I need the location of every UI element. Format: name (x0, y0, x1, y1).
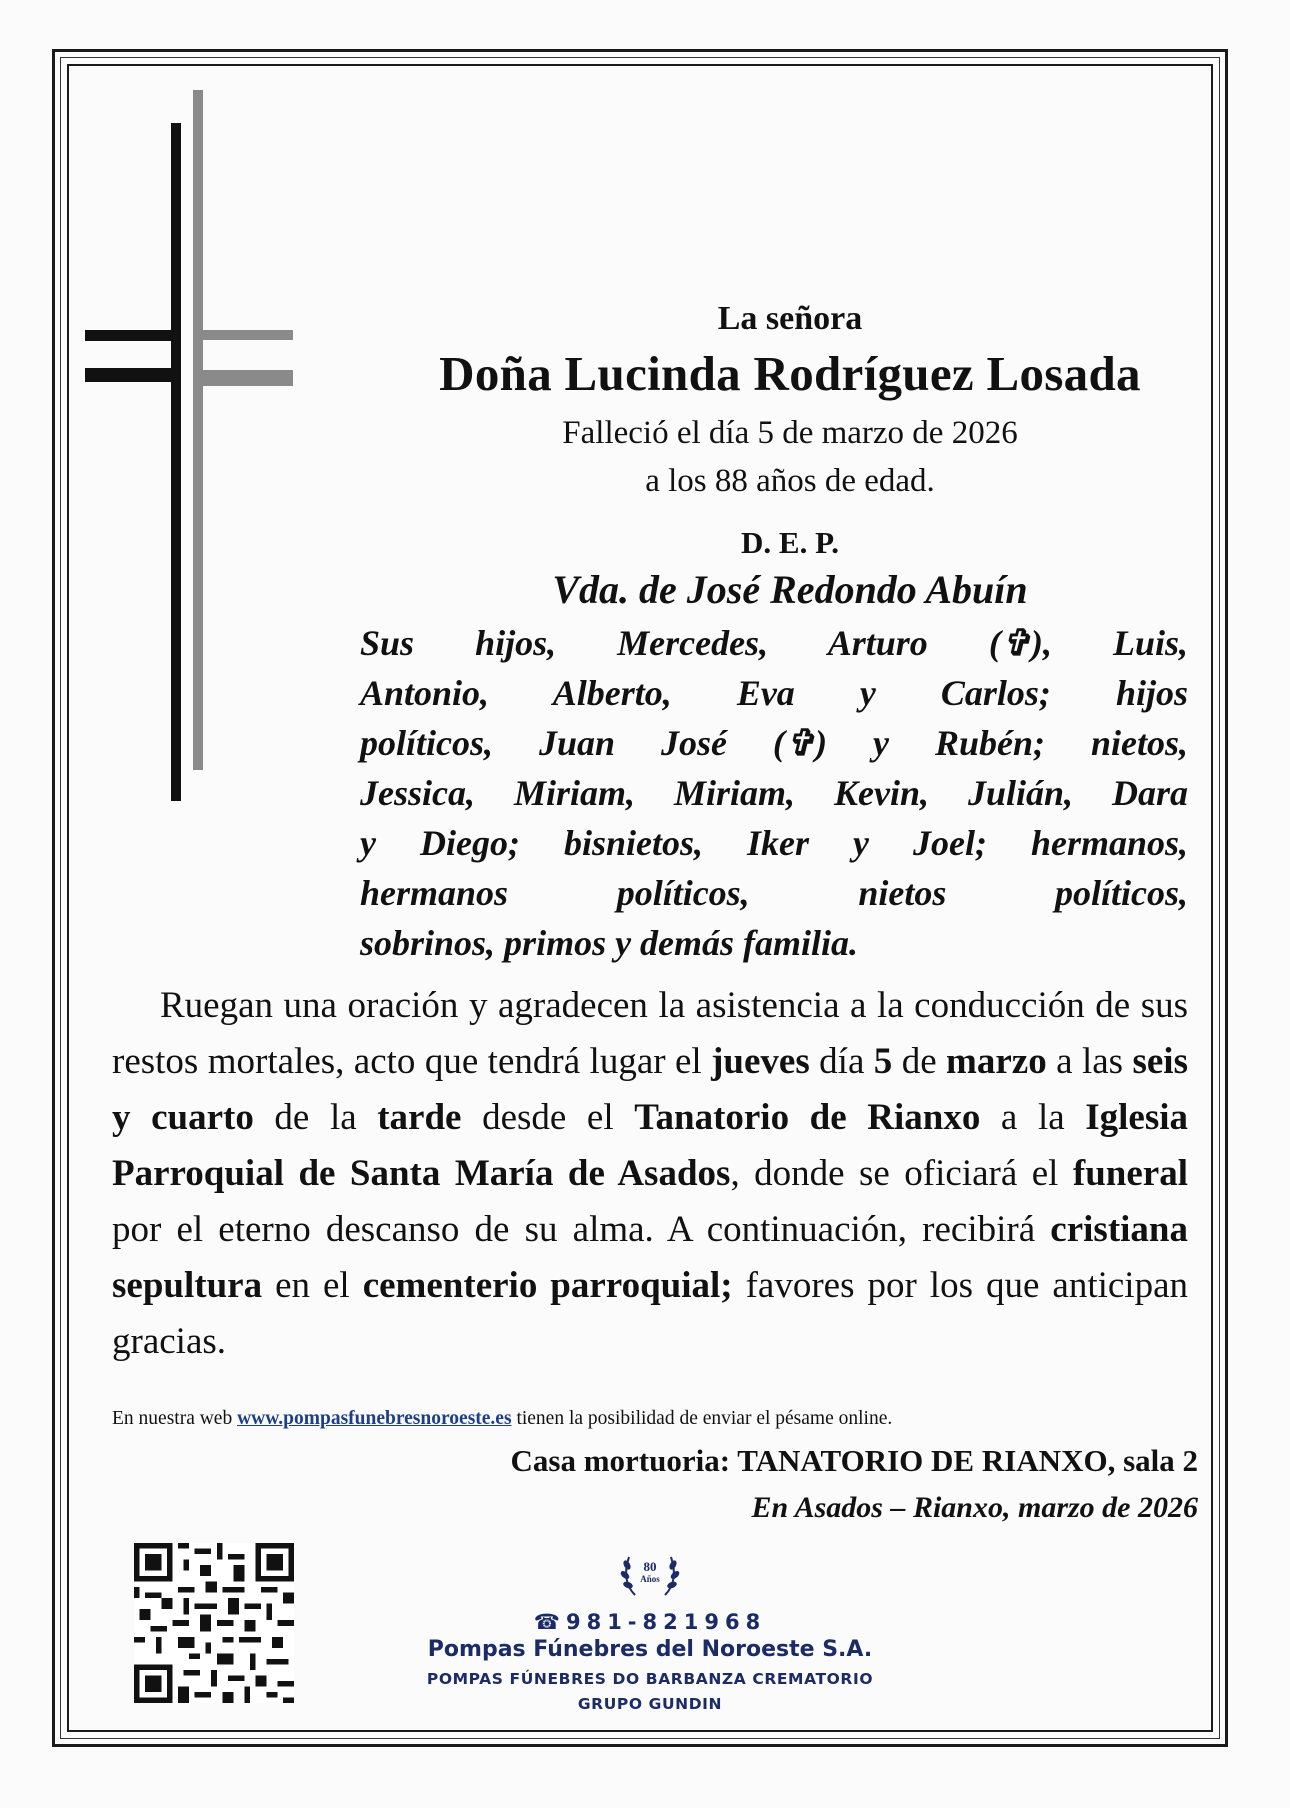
anniversary-number: 80 (643, 1559, 657, 1574)
family-line: Sus hijos, Mercedes, Arturo (✞), Luis, (360, 623, 1188, 663)
cross-icon (85, 90, 345, 940)
company-crematorio: POMPAS FÚNEBRES DO BARBANZA CREMATORIO (426, 1670, 874, 1688)
qr-code[interactable] (134, 1543, 294, 1703)
website-link[interactable]: www.pompasfunebresnoroeste.es (237, 1408, 512, 1429)
phone-icon: ☎ (533, 1610, 566, 1634)
ceremony-cemetery: cementerio parroquial; (362, 1265, 733, 1306)
ceremony-time: seis y cuarto (112, 1041, 1188, 1138)
ceremony-day-name: jueves (711, 1041, 810, 1082)
family-line: Jessica, Miriam, Miriam, Kevin, Julián, Dara (360, 773, 1188, 813)
ceremony-day-number: 5 (873, 1041, 893, 1082)
family-line: hermanos políticos, nietos políticos, (360, 873, 1188, 913)
web-note: En nuestra web www.pompasfunebresnoroeste.es tienen la posibilidad de enviar el pésame online. (112, 1408, 893, 1429)
ceremony-month: marzo (946, 1041, 1047, 1082)
title-prefix: La señora (717, 300, 863, 337)
company-name: Pompas Fúnebres del Noroeste S.A. (427, 1637, 873, 1662)
death-date: Falleció el día 5 de marzo de 2026 (562, 415, 1018, 451)
age: a los 88 años de edad. (645, 463, 935, 499)
phone-number[interactable]: 981-821968 (565, 1610, 767, 1634)
family-list (360, 618, 1188, 968)
family-line: y Diego; bisnietos, Iker y Joel; hermanos, (360, 823, 1188, 863)
place-date: En Asados – Rianxo, marzo de 2026 (751, 1491, 1198, 1524)
dep-label: D. E. P. (741, 525, 839, 560)
company-group: GRUPO GUNDIN (577, 1695, 723, 1713)
ceremony-text: Ruegan una oración y agradecen la asistencia a la conducción de sus restos mortales, acto que tendrá lugar el jueves día 5 de marzo a las seis y cuarto de la tarde desde el Tanatorio de Rianxo a la Iglesia Parroquial de Santa María de Asados, donde se oficiará el funeral por el eterno descanso de su alma. A continuación, recibirá cristiana sepultura en el cementerio parroquial; favores por los que anticipan gracias. (112, 985, 1189, 1362)
ceremony-funeral: funeral (1072, 1153, 1188, 1194)
anniversary-label: Años (640, 1574, 660, 1584)
ceremony-church: Iglesia Parroquial de Santa María de Asados (112, 1097, 1189, 1194)
family-line: sobrinos, primos y demás familia. (360, 923, 859, 963)
ceremony-burial: cristiana sepultura (112, 1209, 1188, 1306)
ceremony-origin: Tanatorio de Rianxo (634, 1097, 981, 1138)
ceremony-period: tarde (377, 1097, 462, 1138)
family-line: políticos, Juan José (✞) y Rubén; nietos, (360, 723, 1188, 763)
phone-line (370, 1610, 930, 1634)
family-line: Antonio, Alberto, Eva y Carlos; hijos (360, 673, 1188, 713)
anniversary-logo (370, 1545, 930, 1603)
widow-of: Vda. de José Redondo Abuín (552, 567, 1028, 612)
deceased-name: Doña Lucinda Rodríguez Losada (439, 346, 1141, 401)
casa-mortuoria: Casa mortuoria: TANATORIO DE RIANXO, sala 2 (510, 1443, 1198, 1478)
